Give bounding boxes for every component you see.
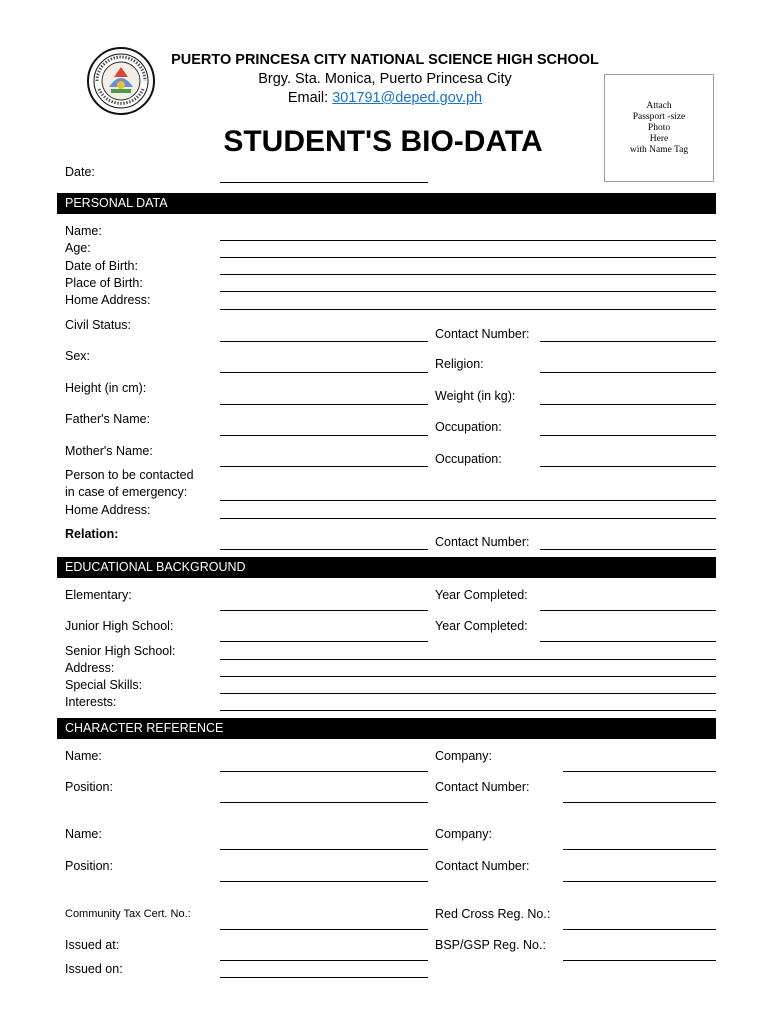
elementary-field[interactable]	[220, 610, 428, 611]
elementary-year-field[interactable]	[540, 610, 716, 611]
mother-occupation-field[interactable]	[540, 466, 716, 467]
emergency-address-label: Home Address:	[65, 503, 151, 517]
shs-address-field[interactable]	[220, 676, 716, 677]
emergency-contact-field[interactable]	[220, 500, 716, 501]
home-address-field[interactable]	[220, 309, 716, 310]
relation-label: Relation:	[65, 527, 119, 541]
school-seal-icon	[87, 47, 155, 115]
father-name-field[interactable]	[220, 435, 428, 436]
dob-label: Date of Birth:	[65, 259, 138, 273]
dob-field[interactable]	[220, 274, 716, 275]
jhs-label: Junior High School:	[65, 619, 174, 633]
pob-label: Place of Birth:	[65, 276, 143, 290]
issued-at-field[interactable]	[220, 960, 428, 961]
ref2-position-label: Position:	[65, 859, 113, 873]
mother-name-label: Mother's Name:	[65, 444, 153, 458]
photo-box-line: Attach	[646, 101, 672, 111]
email-label: Email:	[287, 90, 329, 106]
photo-box-line: Photo	[647, 123, 671, 133]
shs-address-label: Address:	[65, 661, 115, 675]
shs-label: Senior High School:	[65, 644, 176, 658]
special-skills-field[interactable]	[220, 693, 716, 694]
father-name-label: Father's Name:	[65, 412, 151, 426]
interests-label: Interests:	[65, 695, 117, 709]
bsp-label: BSP/GSP Reg. No.:	[435, 938, 546, 952]
school-name: PUERTO PRINCESA CITY NATIONAL SCIENCE HIGH SCHOOL	[171, 52, 599, 68]
photo-box-line: Passport -size	[632, 112, 686, 122]
redcross-label: Red Cross Reg. No.:	[435, 907, 551, 921]
school-email	[150, 90, 620, 106]
jhs-field[interactable]	[220, 641, 428, 642]
emergency-contact-label: Person to be contacted	[65, 468, 194, 482]
age-label: Age:	[65, 241, 91, 255]
ref1-company-field[interactable]	[563, 771, 716, 772]
form-title: STUDENT'S BIO-DATA	[223, 125, 543, 158]
ref1-contact-label: Contact Number:	[435, 780, 530, 794]
photo-attachment-box	[604, 74, 714, 182]
ref2-position-field[interactable]	[220, 881, 428, 882]
contact-number-label: Contact Number:	[435, 327, 530, 341]
height-field[interactable]	[220, 404, 428, 405]
section-personal-data: PERSONAL DATA	[57, 193, 716, 214]
mother-name-field[interactable]	[220, 466, 428, 467]
pob-field[interactable]	[220, 291, 716, 292]
ref2-contact-field[interactable]	[563, 881, 716, 882]
age-field[interactable]	[220, 257, 716, 258]
date-field[interactable]	[220, 182, 428, 183]
ref2-company-label: Company:	[435, 827, 492, 841]
sex-field[interactable]	[220, 372, 428, 373]
date-label: Date:	[65, 165, 95, 179]
emergency-contact-number-label: Contact Number:	[435, 535, 530, 549]
ref1-position-field[interactable]	[220, 802, 428, 803]
sex-label: Sex:	[65, 349, 91, 363]
ref1-position-label: Position:	[65, 780, 113, 794]
school-seal-logo	[87, 47, 155, 115]
section-educational-background: EDUCATIONAL BACKGROUND	[57, 557, 716, 578]
ref1-name-field[interactable]	[220, 771, 428, 772]
redcross-field[interactable]	[563, 929, 716, 930]
elementary-year-label: Year Completed:	[435, 588, 528, 602]
religion-field[interactable]	[540, 372, 716, 373]
shs-field[interactable]	[220, 659, 716, 660]
issued-on-field[interactable]	[220, 977, 428, 978]
jhs-year-field[interactable]	[540, 641, 716, 642]
photo-box-line: Here	[649, 134, 669, 144]
interests-field[interactable]	[220, 710, 716, 711]
mother-occupation-label: Occupation:	[435, 452, 502, 466]
emergency-contact-number-field[interactable]	[540, 549, 716, 550]
contact-number-field[interactable]	[540, 341, 716, 342]
name-label: Name:	[65, 224, 102, 238]
home-address-label: Home Address:	[65, 293, 151, 307]
school-address: Brgy. Sta. Monica, Puerto Princesa City	[258, 71, 512, 87]
photo-box-line: with Name Tag	[629, 145, 689, 155]
ctc-field[interactable]	[220, 929, 428, 930]
jhs-year-label: Year Completed:	[435, 619, 528, 633]
civil-status-field[interactable]	[220, 341, 428, 342]
bsp-field[interactable]	[563, 960, 716, 961]
name-field[interactable]	[220, 240, 716, 241]
father-occupation-label: Occupation:	[435, 420, 502, 434]
ctc-label: Community Tax Cert. No.:	[65, 908, 191, 920]
elementary-label: Elementary:	[65, 588, 132, 602]
father-occupation-field[interactable]	[540, 435, 716, 436]
section-character-reference: CHARACTER REFERENCE	[57, 718, 716, 739]
special-skills-label: Special Skills:	[65, 678, 143, 692]
ref1-company-label: Company:	[435, 749, 492, 763]
ref2-company-field[interactable]	[563, 849, 716, 850]
religion-label: Religion:	[435, 357, 484, 371]
height-label: Height (in cm):	[65, 381, 147, 395]
emergency-contact-label-2: in case of emergency:	[65, 485, 188, 499]
issued-at-label: Issued at:	[65, 938, 120, 952]
email-link[interactable]: 301791@deped.gov.ph	[332, 90, 483, 106]
emergency-address-field[interactable]	[220, 518, 716, 519]
ref2-name-field[interactable]	[220, 849, 428, 850]
relation-field[interactable]	[220, 549, 428, 550]
ref1-contact-field[interactable]	[563, 802, 716, 803]
weight-label: Weight (in kg):	[435, 389, 516, 403]
civil-status-label: Civil Status:	[65, 318, 131, 332]
weight-field[interactable]	[540, 404, 716, 405]
ref1-name-label: Name:	[65, 749, 102, 763]
issued-on-label: Issued on:	[65, 962, 123, 976]
ref2-name-label: Name:	[65, 827, 102, 841]
ref2-contact-label: Contact Number:	[435, 859, 530, 873]
